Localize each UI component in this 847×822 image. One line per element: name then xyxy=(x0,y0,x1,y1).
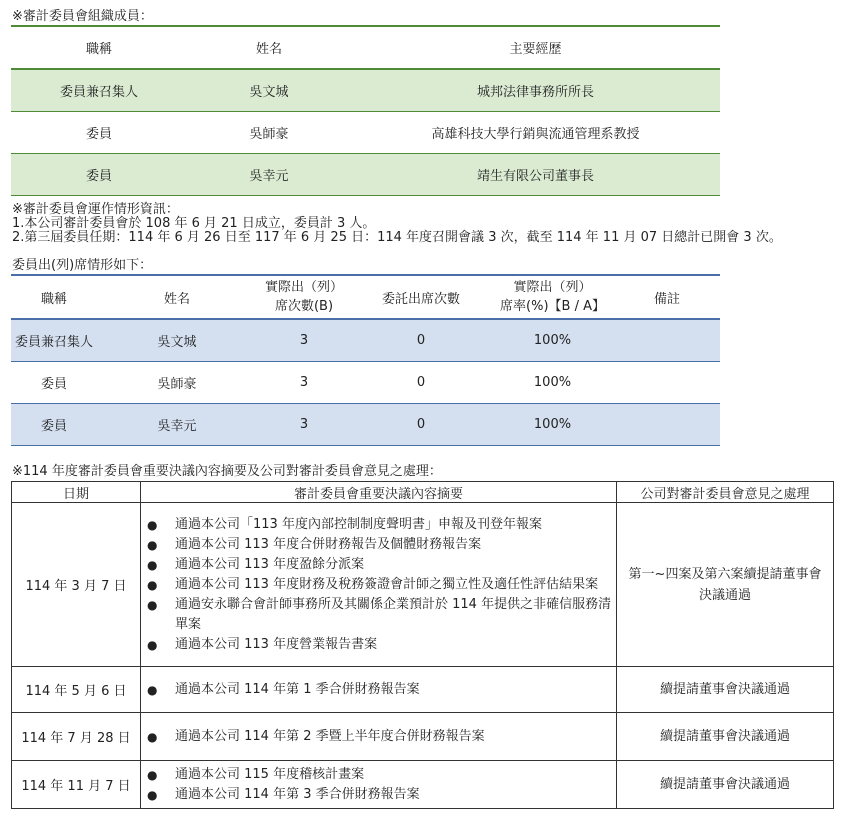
bullet-icon: ● xyxy=(147,729,158,744)
resolutions-title: ※114 年度審計委員會重要決議內容摘要及公司對審計委員會意見之處理： xyxy=(12,464,442,479)
resolution-item-list xyxy=(141,513,616,657)
members-row xyxy=(11,154,720,196)
resolution-item xyxy=(141,785,612,805)
member-name: 吳文城 xyxy=(249,85,289,100)
bullet-icon: ● xyxy=(147,517,158,532)
bullet-icon: ● xyxy=(147,597,158,612)
resolution-opinion: 續提請董事會決議通過 xyxy=(617,667,834,713)
resolutions-header-opinion: 公司對審計委員會意見之處理 xyxy=(617,482,834,503)
member-name: 吳師豪 xyxy=(249,127,289,142)
resolution-item xyxy=(141,575,612,595)
resolution-item-text: 通過本公司 114 年第 2 季暨上半年度合併財務報告案 xyxy=(175,728,485,744)
attendance-title-cell: 委員 xyxy=(40,377,67,392)
attendance-row xyxy=(11,320,720,362)
info-line-1: 1.本公司審計委員會於 108 年 6 月 21 日成立，委員計 3 人。 xyxy=(12,216,376,231)
resolution-item-list xyxy=(141,678,616,702)
resolution-item xyxy=(141,765,612,785)
member-title: 委員 xyxy=(85,127,112,142)
resolution-item xyxy=(141,595,612,635)
resolutions-header-row xyxy=(12,482,834,503)
attendance-title: 委員出(列)席情形如下： xyxy=(12,258,153,273)
resolution-item-text: 通過本公司 115 年度稽核計畫案 xyxy=(175,766,365,782)
attendance-header-row xyxy=(11,276,720,320)
members-row xyxy=(11,112,720,154)
resolution-opinion: 續提請董事會決議通過 xyxy=(617,761,834,809)
attendance-name-cell: 吳師豪 xyxy=(157,377,197,392)
attendance-row xyxy=(11,362,720,404)
resolution-items xyxy=(141,713,617,761)
members-row xyxy=(11,70,720,112)
info-heading: ※審計委員會運作情形資訊： xyxy=(12,202,179,217)
attendance-rate-cell: 100% xyxy=(533,333,572,348)
attendance-header-actual xyxy=(257,278,351,316)
attendance-proxy-cell: 0 xyxy=(416,375,426,390)
member-title: 委員兼召集人 xyxy=(59,85,138,100)
attendance-name-cell: 吳幸元 xyxy=(157,419,197,434)
attendance-title-cell: 委員兼召集人 xyxy=(14,335,93,350)
attendance-header-note: 備註 xyxy=(653,291,680,307)
attendance-header-rate-line2: 席率(%)【B / A】 xyxy=(500,299,605,314)
bullet-icon: ● xyxy=(147,577,158,592)
members-title: ※審計委員會組織成員： xyxy=(12,9,153,24)
bullet-icon: ● xyxy=(147,537,158,552)
attendance-rate-cell: 100% xyxy=(533,417,572,432)
attendance-header-proxy: 委託出席次數 xyxy=(381,291,460,307)
members-header-name: 姓名 xyxy=(255,42,282,57)
attendance-header-name: 姓名 xyxy=(163,291,190,307)
resolution-opinion: 續提請董事會決議通過 xyxy=(617,713,834,761)
resolution-item-text: 通過本公司 113 年度營業報告書案 xyxy=(175,636,378,652)
resolution-row xyxy=(12,713,834,761)
resolution-item xyxy=(141,727,612,747)
resolution-item-text: 通過本公司 114 年第 3 季合併財務報告案 xyxy=(175,786,420,802)
resolution-item xyxy=(141,535,612,555)
member-experience: 城邦法律事務所所長 xyxy=(476,85,594,100)
attendance-table xyxy=(11,274,720,446)
resolution-date: 114 年 11 月 7 日 xyxy=(12,761,141,809)
members-header-title: 職稱 xyxy=(85,42,112,57)
operation-info xyxy=(12,203,782,245)
member-experience: 高雄科技大學行銷與流通管理系教授 xyxy=(431,127,640,142)
info-line-2: 2.第三屆委員任期：114 年 6 月 26 日至 117 年 6 月 25 日：114 年度召開會議 3 次，截至 114 年 11 月 07 日總計已開會 3 次。 xyxy=(12,230,782,245)
members-table xyxy=(11,25,720,196)
bullet-icon: ● xyxy=(147,557,158,572)
resolution-item-list xyxy=(141,725,616,749)
member-name: 吳幸元 xyxy=(249,169,289,184)
resolution-row xyxy=(12,761,834,809)
resolution-item xyxy=(141,680,612,700)
resolution-date: 114 年 5 月 6 日 xyxy=(12,667,141,713)
resolution-items xyxy=(141,761,617,809)
attendance-actual-cell: 3 xyxy=(299,333,309,348)
attendance-header-rate xyxy=(491,278,614,316)
resolution-date: 114 年 3 月 7 日 xyxy=(12,503,141,667)
attendance-rate-cell: 100% xyxy=(533,375,572,390)
resolution-item-text: 通過本公司 113 年度盈餘分派案 xyxy=(175,556,365,572)
attendance-header-rate-line1: 實際出（列） xyxy=(513,280,592,295)
attendance-actual-cell: 3 xyxy=(299,417,309,432)
member-title: 委員 xyxy=(85,169,112,184)
bullet-icon: ● xyxy=(147,787,158,802)
attendance-proxy-cell: 0 xyxy=(416,333,426,348)
resolution-item-text: 通過本公司「113 年度內部控制制度聲明書」申報及刊登年報案 xyxy=(175,516,542,532)
attendance-proxy-cell: 0 xyxy=(416,417,426,432)
attendance-row xyxy=(11,404,720,446)
resolution-item-text: 通過本公司 114 年第 1 季合併財務報告案 xyxy=(175,681,420,697)
resolution-opinion: 第一~四案及第六案續提請董事會決議通過 xyxy=(617,503,834,667)
resolution-items xyxy=(141,667,617,713)
resolution-item-text: 通過本公司 113 年度合併財務報告及個體財務報告案 xyxy=(175,536,482,552)
attendance-header-actual-line2: 席次數(B) xyxy=(274,299,334,314)
member-experience: 靖生有限公司董事長 xyxy=(476,169,594,184)
resolutions-header-date: 日期 xyxy=(12,482,141,503)
members-header-experience: 主要經歷 xyxy=(509,42,562,57)
resolution-row xyxy=(12,503,834,667)
resolution-item xyxy=(141,515,612,535)
attendance-header-actual-line1: 實際出（列） xyxy=(264,280,343,295)
resolutions-header-summary: 審計委員會重要決議內容摘要 xyxy=(141,482,617,503)
resolution-items xyxy=(141,503,617,667)
resolution-row xyxy=(12,667,834,713)
resolution-item-text: 通過安永聯合會計師事務所及其關係企業預計於 114 年提供之非確信服務清單案 xyxy=(175,596,612,632)
attendance-actual-cell: 3 xyxy=(299,375,309,390)
bullet-icon: ● xyxy=(147,637,158,652)
bullet-icon: ● xyxy=(147,682,158,697)
resolution-item-text: 通過本公司 113 年度財務及稅務簽證會計師之獨立性及適任性評估結果案 xyxy=(175,576,599,592)
bullet-icon: ● xyxy=(147,767,158,782)
resolution-item xyxy=(141,555,612,575)
resolution-item-list xyxy=(141,763,616,807)
attendance-title-cell: 委員 xyxy=(40,419,67,434)
attendance-header-title: 職稱 xyxy=(40,291,67,307)
attendance-name-cell: 吳文城 xyxy=(157,335,197,350)
resolutions-table xyxy=(11,481,834,809)
resolution-item xyxy=(141,635,612,655)
resolution-date: 114 年 7 月 28 日 xyxy=(12,713,141,761)
members-header-row xyxy=(11,27,720,70)
